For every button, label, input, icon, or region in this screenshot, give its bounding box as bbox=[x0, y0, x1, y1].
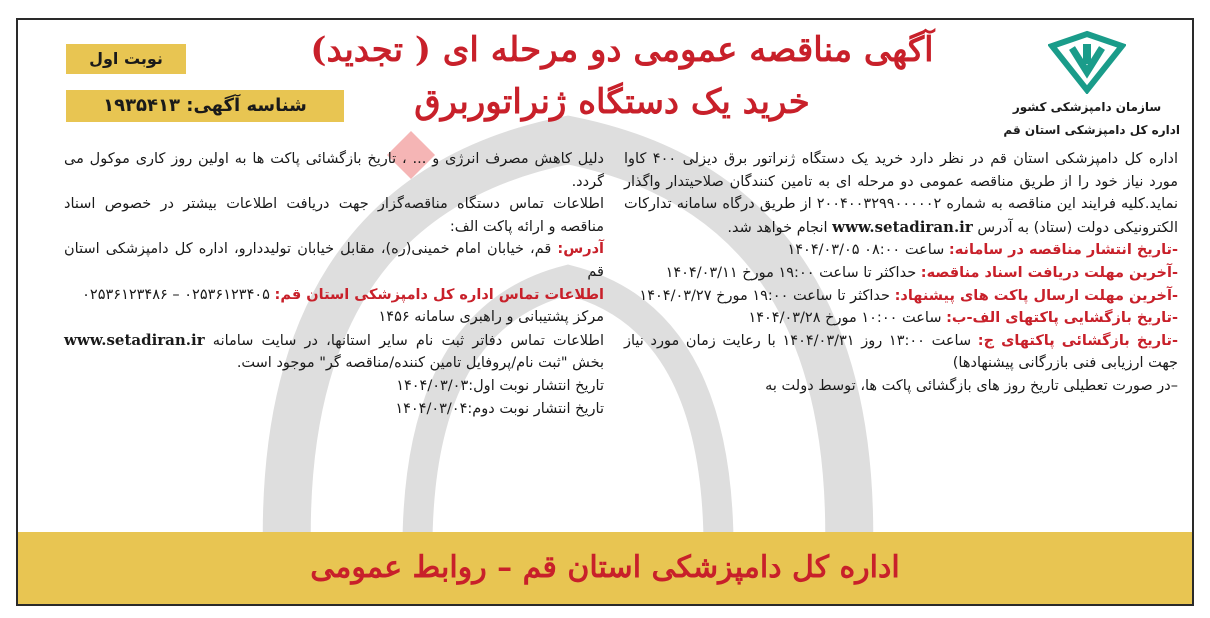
registry-end: بخش "ثبت نام/پروفایل تامین کننده/مناقصه گر" موجود است. bbox=[236, 355, 604, 372]
pub-first-date: تاریخ انتشار نوبت اول:۱۴۰۴/۰۳/۰۳ bbox=[396, 377, 604, 394]
org-name: اداره کل دامپزشکی استان قم bbox=[1003, 123, 1180, 137]
list-item bbox=[624, 285, 1178, 308]
item-label: -تاریخ بازگشائی پاکتهای ج: bbox=[977, 332, 1178, 349]
item-label: -آخرین مهلت ارسال پاکت های پیشنهاد: bbox=[894, 287, 1178, 304]
logo-caption: سازمان دامپزشکی کشور bbox=[1012, 100, 1162, 114]
contact-intro: اطلاعات تماس دستگاه مناقصه‌گزار جهت دریافت اطلاعات بیشتر در خصوص اسناد مناقصه و ارائه پاکت الف: bbox=[64, 196, 604, 235]
address-text: قم، خیابان امام خمینی(ره)، مقابل خیابان تولیددارو، اداره کل دامپزشکی استان قم bbox=[64, 241, 604, 280]
continuation-text: دلیل کاهش مصرف انرژی و ... ، تاریخ بازگشائی پاکت ها به اولین روز کاری موکول می گردد. bbox=[64, 151, 604, 190]
list-item bbox=[624, 307, 1178, 330]
pub-second-date: تاریخ انتشار نوبت دوم:۱۴۰۴/۰۳/۰۴ bbox=[395, 400, 604, 417]
address-paragraph bbox=[64, 238, 604, 283]
support-text: مرکز پشتیبانی و راهبری سامانه ۱۴۵۶ bbox=[378, 309, 604, 326]
setad-link[interactable]: www.setadiran.ir bbox=[832, 217, 973, 236]
item-text: حداکثر تا ساعت ۱۹:۰۰ مورخ ۱۴۰۴/۰۳/۱۱ bbox=[665, 264, 917, 281]
closing-text: –در صورت تعطیلی تاریخ روز های بازگشائی پاکت ها، توسط دولت به bbox=[765, 377, 1178, 394]
address-label: آدرس: bbox=[557, 241, 604, 258]
setad-link[interactable]: www.setadiran.ir bbox=[64, 330, 205, 349]
logo bbox=[1012, 30, 1162, 114]
item-label: -تاریخ انتشار مناقصه در سامانه: bbox=[948, 242, 1178, 259]
item-text: ساعت ۰۸:۰۰ ۱۴۰۴/۰۳/۰۵ bbox=[787, 242, 945, 259]
item-text: ساعت ۱۳:۰۰ روز ۱۴۰۴/۰۳/۳۱ با رعایت زمان مورد نیاز جهت ارزیابی فنی بازرگانی پیشنهادها) bbox=[624, 332, 1178, 372]
intro-text: اداره کل دامپزشکی استان قم در نظر دارد خرید یک دستگاه ژنراتور برق دیزلی ۴۰۰ کاوا مورد نیاز خود را از طریق مناقصه عمومی دو مرحله ای به تامین کنندگان صلاحیتدار واگذار نماید.کلیه فرایند این مناقصه به شماره ۲۰۰۴۰۰۳۲۹۹۰۰۰۰۰۲ از طریق درگاه سامانه تدارکات الکترونیکی دولت (ستاد) به آدرس bbox=[624, 151, 1178, 236]
right-column bbox=[624, 148, 1178, 398]
item-text: ساعت ۱۰:۰۰ مورخ ۱۴۰۴/۰۳/۲۸ bbox=[748, 310, 942, 327]
item-label: -تاریخ بازگشایی پاکتهای الف-ب: bbox=[946, 310, 1178, 327]
notice-id-badge: شناسه آگهی: ۱۹۳۵۴۱۳ bbox=[66, 90, 344, 122]
item-text: حداکثر تا ساعت ۱۹:۰۰ مورخ ۱۴۰۴/۰۳/۲۷ bbox=[639, 287, 891, 304]
intro-end: انجام خواهد شد. bbox=[727, 219, 828, 236]
intro-paragraph bbox=[624, 148, 1178, 239]
phone-text: ۰۲۵۳۶۱۲۳۴۰۵ – ۰۲۵۳۶۱۲۳۴۸۶ bbox=[82, 286, 270, 303]
item-label: -آخرین مهلت دریافت اسناد مناقصه: bbox=[920, 264, 1178, 281]
page-subtitle: خرید یک دستگاه ژنراتوربرق bbox=[414, 82, 810, 122]
registry-paragraph bbox=[64, 329, 604, 375]
notice-frame bbox=[16, 18, 1194, 606]
list-item bbox=[624, 239, 1178, 262]
phone-label: اطلاعات تماس اداره کل دامپزشکی استان قم: bbox=[274, 286, 604, 303]
page-title: آگهی مناقصه عمومی دو مرحله ای ( تجدید) bbox=[310, 30, 934, 70]
list-item bbox=[624, 330, 1178, 375]
notice-round-badge: نوبت اول bbox=[66, 44, 186, 74]
veterinary-emblem-icon bbox=[1048, 30, 1126, 94]
phone-paragraph bbox=[64, 284, 604, 307]
left-column bbox=[64, 148, 604, 420]
registry-start: اطلاعات تماس دفاتر ثبت نام سایر استانها، در سایت سامانه bbox=[212, 332, 604, 349]
footer-banner: اداره کل دامپزشکی استان قم – روابط عمومی bbox=[18, 532, 1192, 604]
list-item bbox=[624, 262, 1178, 285]
